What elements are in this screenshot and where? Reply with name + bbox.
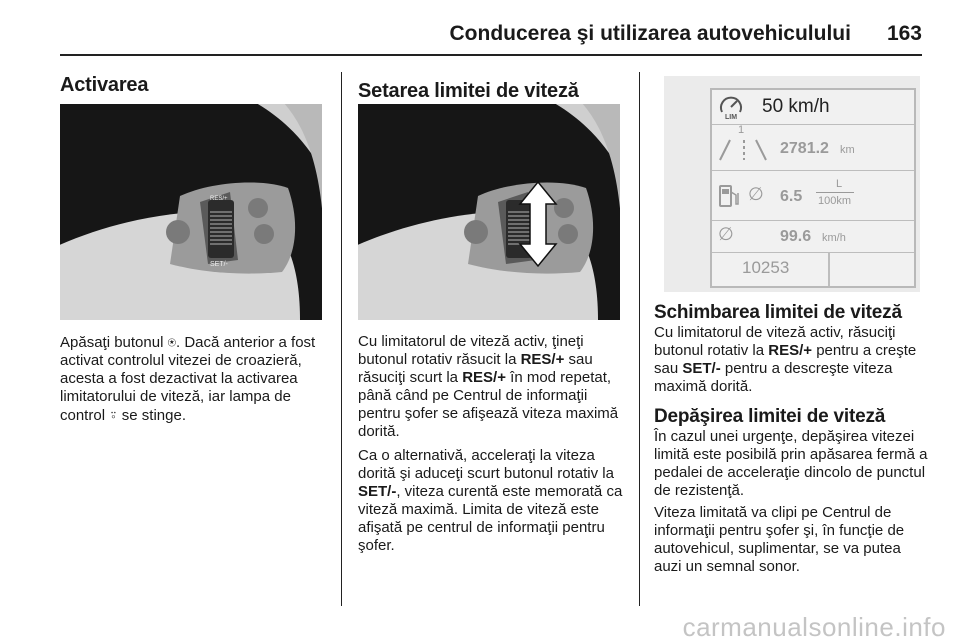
wheel-set-label: SET/- — [210, 261, 228, 268]
avg-symbol: ∅ — [748, 184, 764, 204]
column-divider-2 — [639, 72, 640, 606]
speed-limiter-icon: ⍟ — [167, 334, 176, 350]
steering-wheel-figure-1 — [60, 104, 322, 320]
column-divider-1 — [341, 72, 342, 606]
odometer-value: 10253 — [742, 258, 790, 277]
avg-speed-value: 99.6 — [780, 228, 812, 245]
page-header — [60, 14, 922, 56]
fuel-unit-line — [816, 192, 854, 193]
avg-speed-unit: km/h — [822, 232, 846, 244]
cruise-control-lamp-icon: ⍤ — [109, 407, 118, 423]
svg-text:LIM: LIM — [725, 114, 738, 120]
road-icon — [718, 136, 768, 162]
watermark[interactable]: carmanualsonline.info — [682, 612, 946, 642]
set-limit-heading: Setarea limitei de viteză — [358, 80, 579, 102]
driver-info-display — [664, 76, 920, 292]
steering-wheel-figure-2 — [358, 104, 620, 320]
fuel-row — [712, 170, 914, 221]
speed-limit-row — [712, 90, 914, 125]
avg-speed-row — [712, 220, 914, 253]
steering-wheel-icon — [358, 104, 620, 320]
set-limit-paragraph-1: Cu limitatorul de viteză activ, ţineţi butonul rotativ răsucit la RES/+ sau răsuciţi scurt la RES/+ în mod repetat, până când pe Centrul de informaţii pentru şofer se afişează viteza maximă dorită. — [358, 333, 619, 440]
trip-number: 1 — [738, 124, 745, 136]
trip-row — [712, 124, 914, 171]
odometer-cell — [712, 252, 830, 286]
page-header-title: Conducerea şi utilizarea autovehiculului — [449, 22, 851, 45]
set-limit-paragraph-2: Ca o alternativă, acceleraţi la viteza dorită şi aduceţi scurt butonul rotativ la SET/-, viteza curentă este memorată ca viteză maximă. Limita de viteză este afişată pe centrul de informaţii pentru şofer. — [358, 447, 623, 554]
trip-unit: km — [840, 144, 855, 156]
trip-distance: 2781.2 — [780, 140, 829, 157]
steering-wheel-icon — [60, 104, 322, 320]
activation-heading: Activarea — [60, 74, 149, 96]
fuel-consumption: 6.5 — [780, 188, 803, 205]
change-limit-section — [654, 302, 930, 576]
change-limit-paragraph: Cu limitatorul de viteză activ, răsuciţi butonul rotativ la RES/+ pentru a creşte sau SET/- pentru a descreşte viteza maximă dorită. — [654, 324, 917, 395]
avg-speed-symbol: ∅ — [718, 224, 734, 244]
fuel-unit-top: L — [836, 178, 843, 190]
fuel-unit-bottom: 100km — [818, 195, 852, 207]
speed-limiter-icon — [718, 94, 744, 120]
fuel-pump-icon — [718, 184, 740, 208]
activation-paragraph: Apăsaţi butonul ⍟. Dacă anterior a fost activat controlul vitezei de croazieră, acesta a fost dezactivat la activarea limitatorului de viteză, iar lampa de control ⍤ se stinge. — [60, 334, 316, 424]
exceed-limit-paragraph-2: Viteza limitată va clipi pe Centrul de informaţii pentru şofer şi, în funcţie de autovehicul, suplimentar, se va putea auzi un semnal sonor. — [654, 504, 905, 575]
exceed-limit-heading: Depăşirea limitei de viteză — [654, 406, 886, 427]
wheel-res-label: RES/+ — [210, 196, 228, 202]
exceed-limit-paragraph-1: În cazul unei urgenţe, depăşirea vitezei limită este posibilă prin apăsarea fermă a pedalei de acceleraţie dincolo de punctul de rezistenţă. — [654, 428, 928, 499]
page-number: 163 — [886, 22, 922, 45]
set-limit-text — [358, 333, 624, 555]
change-limit-heading: Schimbarea limitei de viteză — [654, 302, 902, 323]
speed-limit-value: 50 km/h — [762, 96, 830, 117]
